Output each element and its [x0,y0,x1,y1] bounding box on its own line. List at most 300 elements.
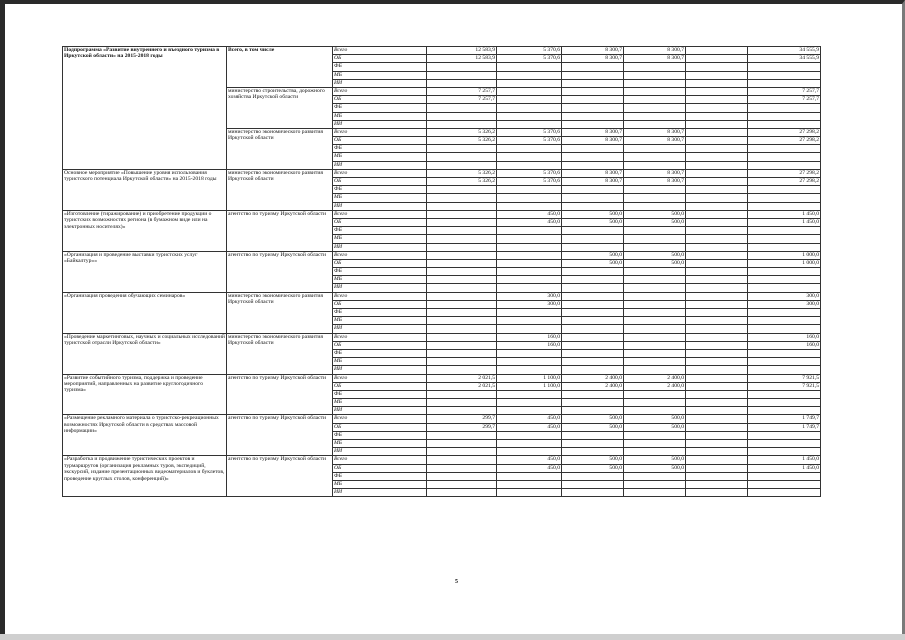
program-name-cell: «Размещение рекламного материала о туристско-рекреационных возможностях Иркутской области в средствах массовой информации» [63,415,227,456]
amount-cell-v3 [562,145,624,153]
amount-cell-v2 [497,276,562,284]
amount-cell-v2 [497,71,562,79]
executor-cell: министерство экономического развития Иркутской области [227,333,333,374]
program-name-cell: «Организация и проведение выставки туристских услуг «Байкалтур»» [63,251,227,292]
amount-cell-v6: 7 257,7 [748,87,821,95]
funding-source-cell: ИИ [333,407,427,415]
table-row [63,47,821,55]
funding-source-cell: МБ [333,112,427,120]
amount-cell-v3 [562,227,624,235]
funding-source-cell: Всего [333,128,427,136]
table-row [63,456,821,464]
amount-cell-v6: 7 921,5 [748,374,821,382]
amount-cell-v5 [686,407,748,415]
amount-cell-v2: 5 370,6 [497,178,562,186]
amount-cell-v4: 500,0 [624,210,686,218]
funding-source-cell: ИИ [333,243,427,251]
amount-cell-v3 [562,292,624,300]
amount-cell-v4: 500,0 [624,423,686,431]
amount-cell-v2 [497,317,562,325]
amount-cell-v6 [748,309,821,317]
amount-cell-v6: 1 749,7 [748,423,821,431]
amount-cell-v1 [427,349,497,357]
program-name-cell: «Разработка и продвижение туристических проектов и турмаршрутов (организация рекламных туров, экспедиций, экскурсий, издание презентационных видеоматериалов и буклетов, проведение круглых столов, конференций)» [63,456,227,497]
amount-cell-v5 [686,349,748,357]
amount-cell-v6 [748,120,821,128]
amount-cell-v4 [624,440,686,448]
executor-cell: агентство по туризму Иркутской области [227,374,333,415]
amount-cell-v4 [624,194,686,202]
amount-cell-v2: 300,0 [497,292,562,300]
amount-cell-v3 [562,325,624,333]
amount-cell-v5 [686,358,748,366]
amount-cell-v6 [748,390,821,398]
amount-cell-v3 [562,63,624,71]
amount-cell-v1: 5 326,2 [427,128,497,136]
amount-cell-v1 [427,268,497,276]
executor-cell: агентство по туризму Иркутской области [227,210,333,251]
amount-cell-v4 [624,186,686,194]
amount-cell-v6: 34 555,9 [748,47,821,55]
amount-cell-v1 [427,399,497,407]
program-name-cell: «Изготовление (тиражирование) и приобретение продукции о туристских возможностях региона (в бумажном виде или на электронных носителях)» [63,210,227,251]
amount-cell-v2 [497,268,562,276]
amount-cell-v5 [686,104,748,112]
amount-cell-v6: 34 555,9 [748,55,821,63]
amount-cell-v3: 500,0 [562,210,624,218]
amount-cell-v6: 27 298,2 [748,169,821,177]
amount-cell-v3 [562,480,624,488]
amount-cell-v3 [562,448,624,456]
amount-cell-v1: 2 021,5 [427,374,497,382]
table-row [63,333,821,341]
amount-cell-v2 [497,96,562,104]
amount-cell-v1 [427,71,497,79]
amount-cell-v2: 450,0 [497,423,562,431]
amount-cell-v3 [562,104,624,112]
funding-source-cell: Всего [333,87,427,95]
amount-cell-v6 [748,112,821,120]
funding-source-cell: МБ [333,480,427,488]
amount-cell-v2 [497,194,562,202]
funding-source-cell: ФБ [333,63,427,71]
amount-cell-v2 [497,366,562,374]
amount-cell-v4 [624,407,686,415]
amount-cell-v1: 299,7 [427,415,497,423]
amount-cell-v5 [686,210,748,218]
amount-cell-v1 [427,333,497,341]
amount-cell-v1 [427,243,497,251]
amount-cell-v4 [624,96,686,104]
amount-cell-v2 [497,145,562,153]
amount-cell-v6 [748,186,821,194]
executor-cell: министерство строительства, дорожного хозяйства Иркутской области [227,87,333,128]
funding-source-cell: ИИ [333,202,427,210]
amount-cell-v3 [562,341,624,349]
amount-cell-v1: 7 257,7 [427,96,497,104]
funding-source-cell: ФБ [333,268,427,276]
amount-cell-v5 [686,292,748,300]
amount-cell-v2 [497,186,562,194]
funding-source-cell: ИИ [333,161,427,169]
amount-cell-v2 [497,63,562,71]
scan-bottom-edge [0,634,905,640]
funding-source-cell: ФБ [333,431,427,439]
amount-cell-v5 [686,382,748,390]
funding-source-cell: Всего [333,210,427,218]
amount-cell-v6 [748,472,821,480]
amount-cell-v2 [497,390,562,398]
program-name-cell: Основное мероприятие «Повышение уровня использования туристского потенциала Иркутской области» на 2015-2018 годы [63,169,227,210]
funding-source-cell: ИИ [333,448,427,456]
amount-cell-v3 [562,431,624,439]
amount-cell-v3 [562,390,624,398]
amount-cell-v6: 1 000,0 [748,251,821,259]
amount-cell-v3: 500,0 [562,423,624,431]
amount-cell-v2 [497,472,562,480]
amount-cell-v1 [427,63,497,71]
amount-cell-v6 [748,325,821,333]
amount-cell-v2 [497,407,562,415]
program-name-cell: «Проведение маркетинговых, научных и социальных исследований туристской отрасли Иркутской области» [63,333,227,374]
amount-cell-v4: 500,0 [624,415,686,423]
amount-cell-v4: 500,0 [624,251,686,259]
amount-cell-v1 [427,480,497,488]
amount-cell-v4 [624,120,686,128]
funding-source-cell: Всего [333,333,427,341]
amount-cell-v2 [497,440,562,448]
amount-cell-v4 [624,71,686,79]
amount-cell-v2: 450,0 [497,456,562,464]
funding-source-cell: Всего [333,374,427,382]
amount-cell-v1 [427,300,497,308]
amount-cell-v4 [624,63,686,71]
executor-cell: министерство экономического развития Иркутской области [227,169,333,210]
amount-cell-v1 [427,472,497,480]
amount-cell-v2 [497,202,562,210]
funding-source-cell: Всего [333,169,427,177]
amount-cell-v5 [686,333,748,341]
amount-cell-v5 [686,374,748,382]
amount-cell-v4 [624,448,686,456]
amount-cell-v4 [624,349,686,357]
amount-cell-v5 [686,251,748,259]
amount-cell-v3 [562,407,624,415]
amount-cell-v4 [624,480,686,488]
amount-cell-v1 [427,456,497,464]
funding-source-cell: ОБ [333,96,427,104]
amount-cell-v1 [427,186,497,194]
amount-cell-v4: 500,0 [624,456,686,464]
executor-cell: агентство по туризму Иркутской области [227,415,333,456]
amount-cell-v1 [427,489,497,497]
amount-cell-v3 [562,235,624,243]
amount-cell-v6 [748,448,821,456]
amount-cell-v3 [562,161,624,169]
budget-table [62,46,821,497]
amount-cell-v1: 5 326,2 [427,178,497,186]
amount-cell-v3: 500,0 [562,259,624,267]
amount-cell-v4 [624,300,686,308]
amount-cell-v1 [427,104,497,112]
funding-source-cell: МБ [333,399,427,407]
amount-cell-v3: 8 300,7 [562,178,624,186]
amount-cell-v6 [748,194,821,202]
amount-cell-v1 [427,284,497,292]
amount-cell-v6: 27 298,2 [748,137,821,145]
amount-cell-v6 [748,358,821,366]
funding-source-cell: МБ [333,358,427,366]
amount-cell-v2 [497,104,562,112]
amount-cell-v4 [624,317,686,325]
amount-cell-v3 [562,112,624,120]
amount-cell-v3 [562,333,624,341]
amount-cell-v6 [748,63,821,71]
amount-cell-v1 [427,202,497,210]
amount-cell-v6: 1 450,0 [748,464,821,472]
funding-source-cell: Всего [333,415,427,423]
amount-cell-v4: 2 400,0 [624,382,686,390]
amount-cell-v4 [624,431,686,439]
amount-cell-v3: 500,0 [562,464,624,472]
amount-cell-v5 [686,259,748,267]
amount-cell-v4 [624,145,686,153]
amount-cell-v5 [686,390,748,398]
amount-cell-v1: 5 326,2 [427,169,497,177]
table-row [63,169,821,177]
amount-cell-v6 [748,489,821,497]
funding-source-cell: МБ [333,71,427,79]
amount-cell-v3 [562,489,624,497]
funding-source-cell: ОБ [333,382,427,390]
amount-cell-v6 [748,71,821,79]
amount-cell-v2: 450,0 [497,464,562,472]
amount-cell-v5 [686,169,748,177]
amount-cell-v3 [562,317,624,325]
funding-source-cell: МБ [333,194,427,202]
amount-cell-v2 [497,235,562,243]
amount-cell-v3 [562,349,624,357]
amount-cell-v5 [686,120,748,128]
amount-cell-v1 [427,407,497,415]
amount-cell-v3 [562,153,624,161]
amount-cell-v5 [686,243,748,251]
amount-cell-v1 [427,366,497,374]
amount-cell-v3: 500,0 [562,218,624,226]
amount-cell-v5 [686,341,748,349]
amount-cell-v6 [748,145,821,153]
amount-cell-v5 [686,71,748,79]
amount-cell-v3: 2 400,0 [562,382,624,390]
amount-cell-v6 [748,276,821,284]
funding-source-cell: ФБ [333,309,427,317]
amount-cell-v3: 8 300,7 [562,137,624,145]
amount-cell-v5 [686,145,748,153]
funding-source-cell: ОБ [333,341,427,349]
amount-cell-v6: 27 298,2 [748,178,821,186]
amount-cell-v1 [427,145,497,153]
amount-cell-v5 [686,489,748,497]
amount-cell-v2 [497,227,562,235]
funding-source-cell: ФБ [333,349,427,357]
amount-cell-v5 [686,366,748,374]
amount-cell-v5 [686,63,748,71]
amount-cell-v2 [497,259,562,267]
funding-source-cell: МБ [333,440,427,448]
amount-cell-v6: 7 257,7 [748,96,821,104]
amount-cell-v4: 8 300,7 [624,137,686,145]
amount-cell-v6: 1 450,0 [748,456,821,464]
amount-cell-v6 [748,268,821,276]
amount-cell-v3: 2 400,0 [562,374,624,382]
amount-cell-v3: 500,0 [562,415,624,423]
amount-cell-v5 [686,235,748,243]
amount-cell-v6 [748,407,821,415]
amount-cell-v5 [686,317,748,325]
executor-cell: министерство экономического развития Иркутской области [227,128,333,169]
funding-source-cell: Всего [333,47,427,55]
amount-cell-v1 [427,325,497,333]
amount-cell-v4 [624,276,686,284]
amount-cell-v5 [686,456,748,464]
funding-source-cell: ФБ [333,472,427,480]
amount-cell-v1 [427,464,497,472]
amount-cell-v2 [497,309,562,317]
funding-source-cell: ИИ [333,325,427,333]
amount-cell-v6: 300,0 [748,292,821,300]
amount-cell-v6 [748,284,821,292]
funding-source-cell: ОБ [333,300,427,308]
amount-cell-v2 [497,480,562,488]
amount-cell-v1: 12 583,9 [427,47,497,55]
amount-cell-v5 [686,202,748,210]
amount-cell-v4 [624,112,686,120]
amount-cell-v3 [562,202,624,210]
amount-cell-v6 [748,431,821,439]
amount-cell-v3: 500,0 [562,456,624,464]
amount-cell-v6 [748,227,821,235]
amount-cell-v4 [624,104,686,112]
amount-cell-v5 [686,194,748,202]
funding-source-cell: МБ [333,317,427,325]
amount-cell-v4: 8 300,7 [624,128,686,136]
amount-cell-v1 [427,259,497,267]
funding-source-cell: ОБ [333,218,427,226]
amount-cell-v1 [427,153,497,161]
amount-cell-v5 [686,300,748,308]
amount-cell-v4 [624,235,686,243]
amount-cell-v2: 450,0 [497,218,562,226]
amount-cell-v5 [686,227,748,235]
amount-cell-v1 [427,358,497,366]
amount-cell-v1 [427,235,497,243]
amount-cell-v2: 450,0 [497,415,562,423]
amount-cell-v1 [427,390,497,398]
amount-cell-v3: 8 300,7 [562,55,624,63]
amount-cell-v4: 8 300,7 [624,55,686,63]
executor-cell: агентство по туризму Иркутской области [227,251,333,292]
amount-cell-v4 [624,341,686,349]
funding-source-cell: ОБ [333,464,427,472]
amount-cell-v1 [427,341,497,349]
page-number: 5 [455,579,458,585]
amount-cell-v5 [686,186,748,194]
funding-source-cell: ФБ [333,145,427,153]
amount-cell-v1: 12 583,9 [427,55,497,63]
amount-cell-v6 [748,104,821,112]
amount-cell-v1 [427,440,497,448]
amount-cell-v6 [748,202,821,210]
amount-cell-v3: 8 300,7 [562,47,624,55]
amount-cell-v1 [427,112,497,120]
amount-cell-v6: 160,0 [748,333,821,341]
amount-cell-v6 [748,317,821,325]
amount-cell-v2 [497,349,562,357]
amount-cell-v6: 1 000,0 [748,259,821,267]
amount-cell-v2: 5 370,6 [497,55,562,63]
amount-cell-v1 [427,317,497,325]
amount-cell-v1: 2 021,5 [427,382,497,390]
funding-source-cell: ФБ [333,186,427,194]
amount-cell-v4 [624,227,686,235]
funding-source-cell: ИИ [333,366,427,374]
executor-cell: министерство экономического развития Иркутской области [227,292,333,333]
amount-cell-v6: 1 450,0 [748,210,821,218]
amount-cell-v5 [686,480,748,488]
amount-cell-v3 [562,276,624,284]
amount-cell-v4: 8 300,7 [624,47,686,55]
amount-cell-v4 [624,284,686,292]
amount-cell-v1 [427,161,497,169]
amount-cell-v1 [427,79,497,87]
amount-cell-v4: 500,0 [624,218,686,226]
amount-cell-v5 [686,423,748,431]
funding-source-cell: МБ [333,235,427,243]
amount-cell-v5 [686,399,748,407]
amount-cell-v2 [497,251,562,259]
amount-cell-v4: 500,0 [624,464,686,472]
amount-cell-v4 [624,472,686,480]
funding-source-cell: ИИ [333,79,427,87]
amount-cell-v4 [624,390,686,398]
amount-cell-v2 [497,448,562,456]
amount-cell-v3 [562,71,624,79]
amount-cell-v4 [624,268,686,276]
amount-cell-v4 [624,366,686,374]
amount-cell-v2: 5 370,6 [497,128,562,136]
amount-cell-v4: 8 300,7 [624,169,686,177]
amount-cell-v5 [686,79,748,87]
amount-cell-v5 [686,55,748,63]
amount-cell-v5 [686,440,748,448]
program-name-cell: «Организация проведения обучающих семинаров» [63,292,227,333]
amount-cell-v2 [497,79,562,87]
funding-source-cell: ОБ [333,137,427,145]
amount-cell-v3 [562,96,624,104]
amount-cell-v4 [624,153,686,161]
amount-cell-v4 [624,87,686,95]
amount-cell-v1: 7 257,7 [427,87,497,95]
amount-cell-v2: 300,0 [497,300,562,308]
amount-cell-v6: 27 298,2 [748,128,821,136]
amount-cell-v5 [686,325,748,333]
amount-cell-v4: 2 400,0 [624,374,686,382]
amount-cell-v4 [624,309,686,317]
funding-source-cell: ОБ [333,423,427,431]
amount-cell-v3 [562,309,624,317]
amount-cell-v1: 299,7 [427,423,497,431]
funding-source-cell: ИИ [333,120,427,128]
